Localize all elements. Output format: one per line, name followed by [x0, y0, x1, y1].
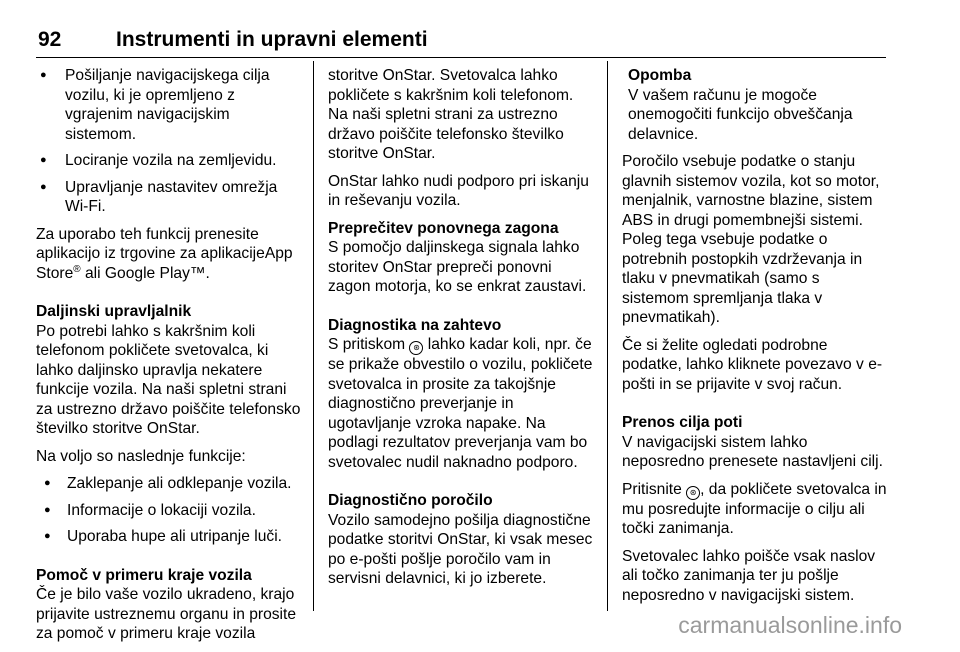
transfer-paragraph: V navigacijski sistem lahko neposredno prenesete nastavljeni cilj. [622, 433, 883, 470]
remote-paragraph: Po potrebi lahko s kakršnim koli telefonom pokličete svetovalca, ki lahko daljinsko upravlja nekatere funkcije vozila. Na naši spletni strani za ustrezno državo poiščite telefonsko številko storitve OnStar. [36, 322, 301, 437]
section-heading-remote: Daljinski upravljalnik [36, 303, 192, 320]
theft-paragraph: Če je bilo vaše vozilo ukradeno, krajo prijavite ustreznemu organu in prosite za pomoč v primeru kraje vozila [36, 586, 297, 642]
list-item: ● Lociranje vozila na zemljevidu. [36, 151, 302, 171]
onstar-button-icon: ⊛ [686, 486, 700, 500]
column-right [622, 66, 888, 613]
restart-paragraph: S pomočjo daljinskega signala lahko storitev OnStar prepreči ponovni zagon motorja, ko se enkrat zaustavi. [328, 239, 587, 295]
section-heading-report: Diagnostično poročilo [328, 492, 493, 509]
press-paragraph: Pritisnite ⊛ , da pokličete svetovalca in mu posredujte informacije o cilju ali točki zanimanja. [622, 480, 887, 537]
note-heading: Opomba [628, 67, 692, 84]
functions-intro: Na voljo so naslednje funkcije: [36, 447, 246, 465]
report-paragraph: Vozilo samodejno pošilja diagnostične podatke storitvi OnStar, ki vsak mesec po e-pošti pošlje poročilo vam in servisni delavnici, ki jo izberete. [328, 511, 593, 587]
report-description: Poročilo vsebuje podatke o stanju glavnih sistemov vozila, kot so motor, menjalnik, varnostne blazine, sistem ABS in drugi pomembnejši sistemi. Poleg tega vsebuje podatke o potrebnih postopkih vzdrževanja in tlaku v pnevmatikah (samo s sistemom spremljanja tlaka v pnevmatikah). [622, 153, 880, 326]
column-middle [328, 66, 594, 597]
feature-list [36, 66, 302, 217]
continued-paragraph: storitve OnStar. Svetovalca lahko pokličete s kakršnim koli telefonom. Na naši spletni strani za ustrezno državo poiščite telefonsko številko storitve OnStar. [328, 67, 574, 162]
section-heading-theft: Pomoč v primeru kraje vozila [36, 566, 252, 584]
page-title: Instrumenti in upravni elementi [116, 28, 428, 51]
functions-list [36, 474, 302, 547]
section-heading-restart: Preprečitev ponovnega zagona [328, 219, 559, 237]
list-item: ● Upravljanje nastavitev omrežja Wi-Fi. [36, 178, 302, 217]
watermark: carmanualsonline.info [678, 612, 902, 638]
list-item: ● Zaklepanje ali odklepanje vozila. [36, 474, 302, 494]
advisor-paragraph: Svetovalec lahko poišče vsak naslov ali točko zanimanja ter ju pošlje neposredno v navigacijski sistem. [622, 547, 876, 604]
list-item: ● Uporaba hupe ali utripanje luči. [36, 527, 302, 547]
list-item: ● Informacije o lokaciji vozila. [36, 501, 302, 521]
note-box [622, 66, 888, 144]
search-paragraph: OnStar lahko nudi podporo pri iskanju in reševanju vozila. [328, 172, 589, 209]
apps-paragraph: Za uporabo teh funkcij prenesite aplikacijo iz trgovine za aplikacijeApp Store® ali Google Play™. [36, 225, 293, 282]
list-item: ● Pošiljanje navigacijskega cilja vozilu, ki je opremljeno z vgrajenim navigacijskim sistemom. [36, 66, 302, 144]
header-rule [36, 57, 886, 58]
onstar-button-icon: ⊛ [409, 341, 423, 355]
column-divider-2 [607, 61, 608, 611]
page-header [38, 27, 886, 53]
column-left [36, 66, 302, 652]
column-divider-1 [313, 61, 314, 611]
registered-mark: ® [73, 263, 81, 275]
note-text: V vašem računu je mogoče onemogočiti funkcijo obveščanja delavnice. [628, 86, 853, 143]
section-heading-diagnostics: Diagnostika na zahtevo [328, 316, 502, 334]
details-paragraph: Če si želite ogledati podrobne podatke, lahko kliknete povezavo v e-pošti in se prijavite v svoj račun. [622, 336, 883, 393]
diagnostics-paragraph: S pritiskom ⊛ lahko kadar koli, npr. če se prikaže obvestilo o vozilu, pokličete svetovalca in prosite za takojšnje diagnostično preverjanje in ugotavljanje vzroka napake. Na podlagi rezultatov preverjanja vam bo svetovalec nudil naknadno podporo. [328, 336, 593, 471]
section-heading-transfer: Prenos cilja poti [622, 414, 743, 431]
page-number: 92 [38, 28, 62, 51]
